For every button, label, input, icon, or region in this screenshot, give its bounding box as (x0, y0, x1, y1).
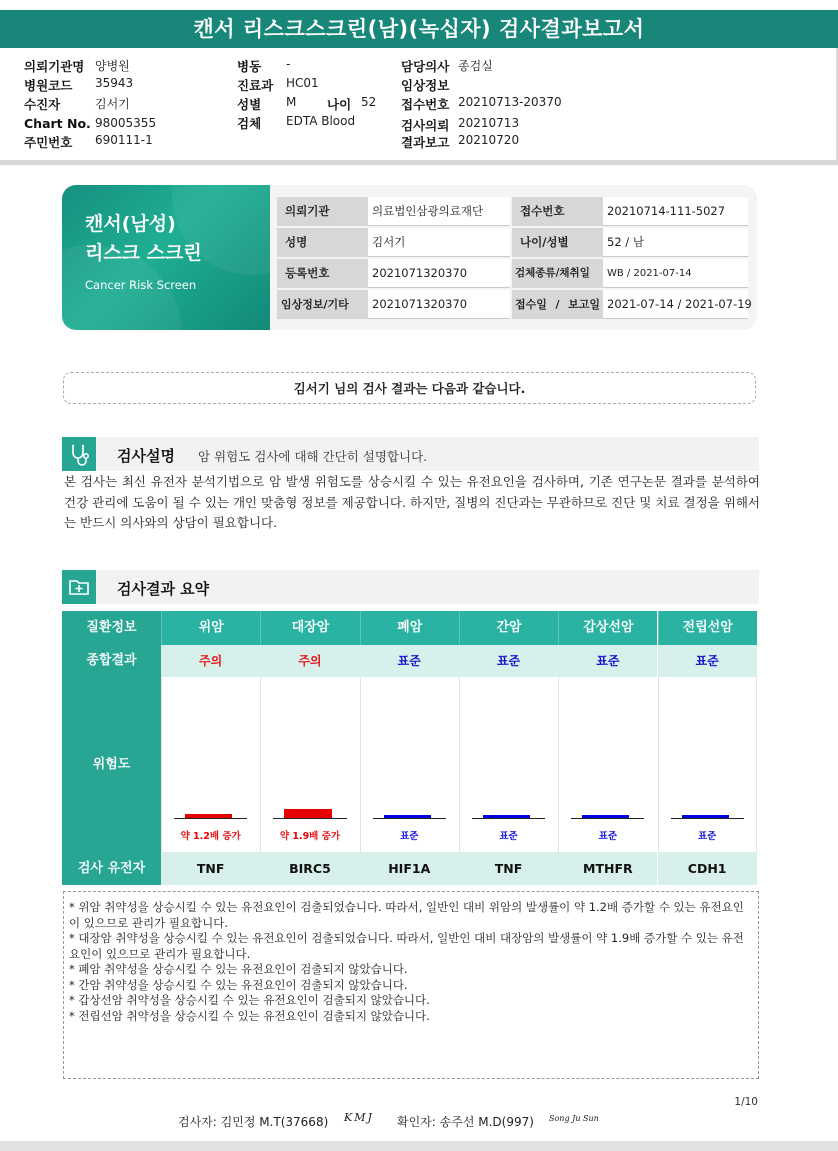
row-label-risk: 위험도 (62, 677, 161, 852)
page-number: 1/10 (734, 1096, 758, 1108)
card-field-value: 2021-07-14 / 2021-07-19 (603, 290, 748, 319)
column-divider (161, 677, 162, 852)
header-value: HC01 (286, 76, 319, 90)
risk-baseline (472, 818, 545, 819)
card-field-value: 2021071320370 (368, 290, 510, 319)
header-label: 병동 (237, 59, 262, 74)
header-label: 주민번호 (24, 135, 73, 150)
card-field-label: 임상정보/기타 (277, 290, 368, 319)
card-banner (62, 185, 270, 330)
header-label: 검체 (237, 116, 262, 131)
section-subtitle: 암 위험도 검사에 대해 간단히 설명합니다. (198, 449, 428, 464)
header-value: 20210713 (458, 116, 520, 130)
header-value: 종검실 (458, 59, 493, 73)
header-value: - (286, 57, 291, 71)
header-value: 52 (361, 95, 377, 109)
section-title: 검사설명 (117, 447, 175, 465)
gene-name: TNF (459, 852, 558, 885)
header-value: 98005355 (95, 116, 157, 130)
risk-label: 표준 (697, 831, 717, 842)
card-title-line2: 리스크 스크린 (85, 242, 202, 264)
card-field-label: 접수번호 (512, 197, 603, 226)
header-label: 의뢰기관명 (24, 59, 85, 74)
risk-bar (483, 815, 530, 818)
header-label: 결과보고 (401, 135, 450, 150)
column-divider (459, 677, 460, 852)
header-label: Chart No. (24, 116, 91, 131)
risk-bar (284, 809, 331, 818)
result-badge: 표준 (658, 645, 757, 677)
disease-header: 갑상선암 (558, 611, 657, 645)
note-line: * 위암 취약성을 상승시킬 수 있는 유전요인이 검출되었습니다. 따라서, 일반인 대비 위암의 발생률이 약 1.2배 증가할 수 있는 유전요인이 있으므로 관리가 필요합니다. (69, 900, 744, 930)
risk-label: 약 1.9배 증가 (279, 831, 341, 842)
card-field-value: 김서기 (368, 228, 510, 257)
header-label: 나이 (327, 97, 352, 112)
result-badge: 표준 (558, 645, 657, 677)
card-field-label: 나이/성별 (512, 228, 603, 257)
header-label: 병원코드 (24, 78, 73, 93)
result-notes (63, 891, 759, 1079)
risk-bar (582, 815, 629, 818)
column-divider (658, 677, 659, 852)
risk-label: 표준 (400, 831, 419, 842)
row-label-result: 종합결과 (62, 645, 161, 677)
card-field-value: 의료법인삼광의료재단 (368, 197, 510, 226)
report-title: 캔서 리스크스크린(남)(녹십자) 검사결과보고서 (0, 10, 838, 48)
risk-baseline (671, 818, 744, 819)
result-badge: 주의 (260, 645, 359, 677)
card-field-label: 의뢰기관 (277, 197, 368, 226)
row-label-gene: 검사 유전자 (62, 852, 161, 885)
footer-bar (0, 1141, 838, 1151)
card-field-label: 검체종류/채취일 (512, 259, 603, 288)
card-field-value: 20210714-111-5027 (603, 197, 748, 226)
card-subtitle: Cancer Risk Screen (85, 278, 197, 292)
header-label: 검사의뢰 (401, 118, 450, 133)
header-label: 수진자 (24, 97, 61, 112)
gene-name: HIF1A (360, 852, 459, 885)
header-label: 성별 (237, 97, 262, 112)
header-label: 임상정보 (401, 78, 450, 93)
note-line: * 간암 취약성을 상승시킬 수 있는 유전요인이 검출되지 않았습니다. (69, 977, 408, 992)
header-value: 35943 (95, 76, 134, 90)
header-label: 진료과 (237, 78, 274, 93)
disease-header: 위암 (161, 611, 260, 645)
header-divider (0, 160, 838, 165)
risk-baseline (373, 818, 446, 819)
column-divider (558, 677, 559, 852)
risk-baseline (571, 818, 644, 819)
card-field-label: 등록번호 (277, 259, 368, 288)
examiner: 검사자: 김민정 M.T(37668) (178, 1115, 329, 1129)
risk-bar (682, 815, 729, 818)
section-title: 검사결과 요약 (117, 580, 210, 598)
column-divider (756, 677, 757, 852)
gene-name: MTHFR (558, 852, 657, 885)
intro-message: 김서기 님의 검사 결과는 다음과 같습니다. (63, 372, 756, 404)
description-body: 본 검사는 최신 유전자 분석기법으로 암 발생 위험도를 상승시킬 수 있는 유전요인을 검사하며, 기존 연구논문 결과를 분석하여 건강 관리에 도움이 될 수 있는 개인 맞춤형 정보를 제공합니다. 하지만, 질병의 진단과는 무관하므로 진단 및 치료 결정을 위해서는 반드시 의사와의 상담이 필요합니다. (64, 474, 760, 530)
header-value: 690111-1 (95, 133, 153, 147)
risk-bar (384, 815, 431, 818)
risk-label: 표준 (499, 831, 518, 842)
gene-name: BIRC5 (260, 852, 359, 885)
note-line: * 갑상선암 취약성을 상승시킬 수 있는 유전요인이 검출되지 않았습니다. (69, 993, 430, 1007)
column-divider (360, 677, 361, 852)
gene-name: TNF (161, 852, 260, 885)
stethoscope-icon (62, 437, 96, 471)
header-value: 20210713-20370 (458, 95, 562, 109)
header-value: 20210720 (458, 133, 520, 147)
header-value: 김서기 (95, 97, 130, 111)
header-value: M (286, 95, 297, 109)
result-badge: 주의 (161, 645, 260, 677)
disease-header: 간암 (459, 611, 558, 645)
risk-baseline (273, 818, 346, 819)
card-field-label: 성명 (277, 228, 368, 257)
header-value: 양병원 (95, 59, 130, 73)
header-label: 접수번호 (401, 97, 450, 112)
folder-plus-icon (62, 570, 96, 604)
note-line: * 폐암 취약성을 상승시킬 수 있는 유전요인이 검출되지 않았습니다. (69, 962, 408, 976)
result-badge: 표준 (459, 645, 558, 677)
risk-label: 표준 (598, 831, 618, 842)
card-field-value: 52 / 남 (603, 228, 748, 257)
column-divider (260, 677, 261, 852)
risk-bar (185, 814, 232, 818)
disease-header: 대장암 (260, 611, 359, 645)
note-line: * 대장암 취약성을 상승시킬 수 있는 유전요인이 검출되었습니다. 따라서, 일반인 대비 대장암의 발생률이 약 1.9배 증가할 수 있는 유전요인이 있으므로 관리가 필요합니다. (69, 931, 744, 961)
confirmer: 확인자: 송주선 M.D(997) (397, 1115, 534, 1129)
card-title-line1: 캔서(남성) (85, 213, 176, 235)
disease-header: 폐암 (360, 611, 459, 645)
risk-label: 약 1.2배 증가 (180, 831, 241, 842)
card-field-value: WB / 2021-07-14 (603, 259, 748, 288)
confirmer-signature: Song Ju Sun (549, 1114, 599, 1123)
result-badge: 표준 (360, 645, 459, 677)
header-label: 담당의사 (401, 59, 450, 74)
examiner-signature: KMJ (344, 1111, 374, 1124)
note-line: * 전립선암 취약성을 상승시킬 수 있는 유전요인이 검출되지 않았습니다. (69, 1008, 430, 1023)
disease-header: 전립선암 (658, 611, 757, 645)
header-value: EDTA Blood (286, 114, 356, 128)
risk-baseline (174, 818, 247, 819)
row-label-disease: 질환정보 (62, 611, 161, 645)
gene-name: CDH1 (658, 852, 757, 885)
card-field-value: 2021071320370 (368, 259, 510, 288)
card-field-label: 접수일 / 보고일 (512, 290, 603, 319)
